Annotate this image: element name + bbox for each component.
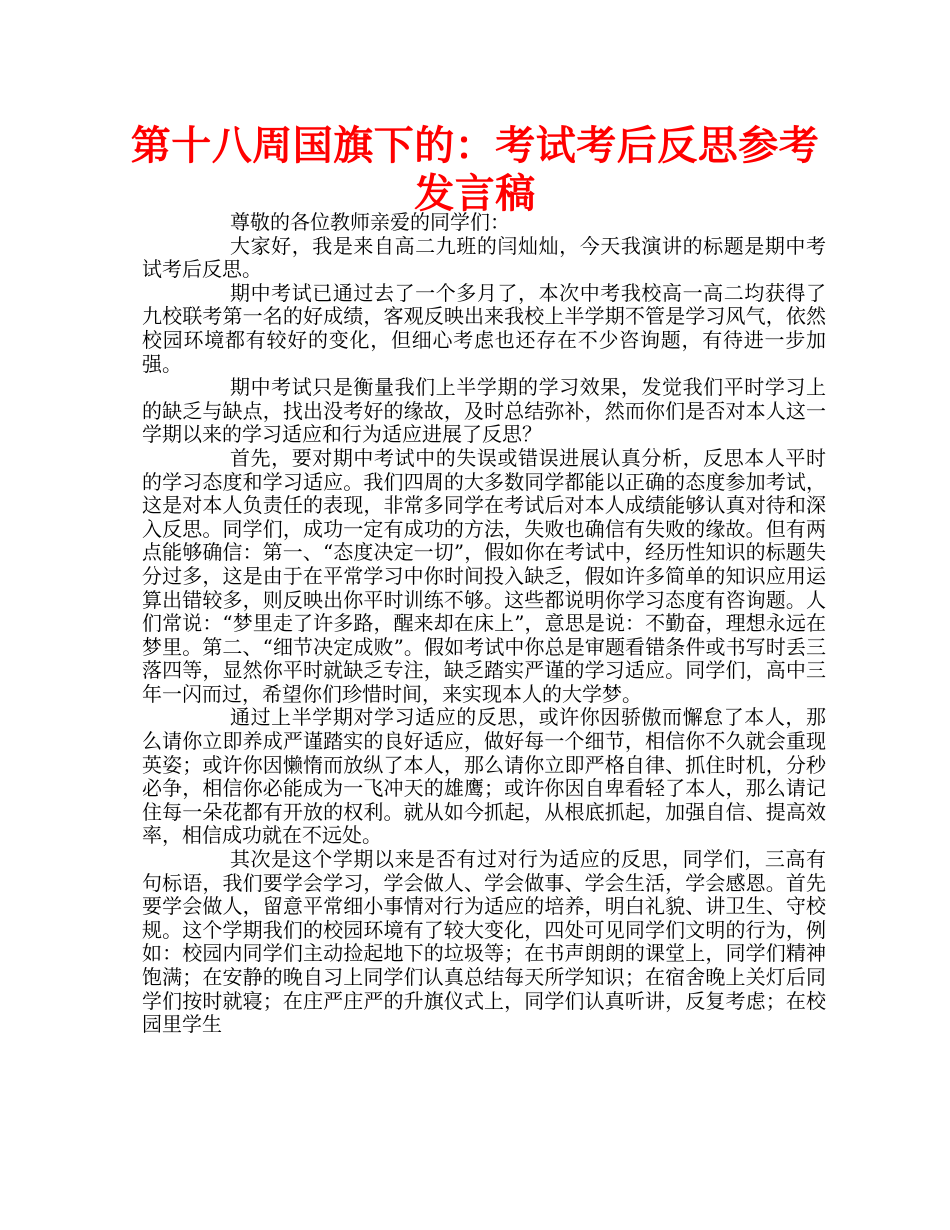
document-body (142, 211, 826, 1037)
body-paragraph: 首先，要对期中考试中的失误或错误进展认真分析，反思本人平时的学习态度和学习适应。我们四周的大多数同学都能以正确的态度参加考试，这是对本人负责任的表现，非常多同学在考试后对本人成绩能够认真对待和深入反思。同学们，成功一定有成功的方法，失败也确信有失败的缘故。但有两点能够确信：第一、“态度决定一切”，假如你在考试中，经历性知识的标题失分过多，这是由于在平常学习中你时间投入缺乏，假如许多简单的知识应用运算出错较多，则反映出你平时训练不够。这些都说明你学习态度有咨询题。人们常说：“梦里走了许多路，醒来却在床上”，意思是说：不勤奋，理想永远在梦里。第二、“细节决定成败”。假如考试中你总是审题看错条件或书写时丢三落四等，显然你平时就缺乏专注，缺乏踏实严谨的学习适应。同学们，高中三年一闪而过，希望你们珍惜时间，来实现本人的大学梦。 (142, 445, 826, 706)
body-paragraph: 大家好，我是来自高二九班的闫灿灿，今天我演讲的标题是期中考试考后反思。 (142, 233, 826, 282)
document-title: 第十八周国旗下的：考试考后反思参考发言稿 (130, 123, 820, 217)
body-paragraph: 期中考试只是衡量我们上半学期的学习效果，发觉我们平时学习上的缺乏与缺点，找出没考好的缘故，及时总结弥补，然而你们是否对本人这一学期以来的学习适应和行为适应进展了反思？ (142, 375, 826, 447)
body-paragraph: 期中考试已通过去了一个多月了，本次中考我校高一高二均获得了九校联考第一名的好成绩，客观反映出来我校上半学期不管是学习风气，依然校园环境都有较好的变化，但细心考虑也还存在不少咨询题，有待进一步加强。 (142, 280, 826, 376)
body-paragraph: 其次是这个学期以来是否有过对行为适应的反思，同学们，三高有句标语，我们要学会学习，学会做人、学会做事、学会生活，学会感恩。首先要学会做人，留意平常细小事情对行为适应的培养，明白礼貌、讲卫生、守校规。这个学期我们的校园环境有了较大变化，四处可见同学们文明的行为，例如：校园内同学们主动捡起地下的垃圾等；在书声朗朗的课堂上，同学们精神饱满；在安静的晚自习上同学们认真总结每天所学知识；在宿舍晚上关灯后同学们按时就寝；在庄严庄严的升旗仪式上，同学们认真听讲，反复考虑；在校园里学生 (142, 847, 826, 1037)
salutation-paragraph: 尊敬的各位教师亲爱的同学们： (230, 210, 510, 234)
body-paragraph: 通过上半学期对学习适应的反思，或许你因骄傲而懈怠了本人，那么请你立即养成严谨踏实的良好适应，做好每一个细节，相信你不久就会重现英姿；或许你因懒惰而放纵了本人，那么请你立即严格自律、抓住时机，分秒必争，相信你必能成为一飞冲天的雄鹰；或许你因自卑看轻了本人，那么请记住每一朵花都有开放的权利。就从如今抓起，从根底抓起，加强自信、提高效率，相信成功就在不远处。 (142, 705, 826, 848)
